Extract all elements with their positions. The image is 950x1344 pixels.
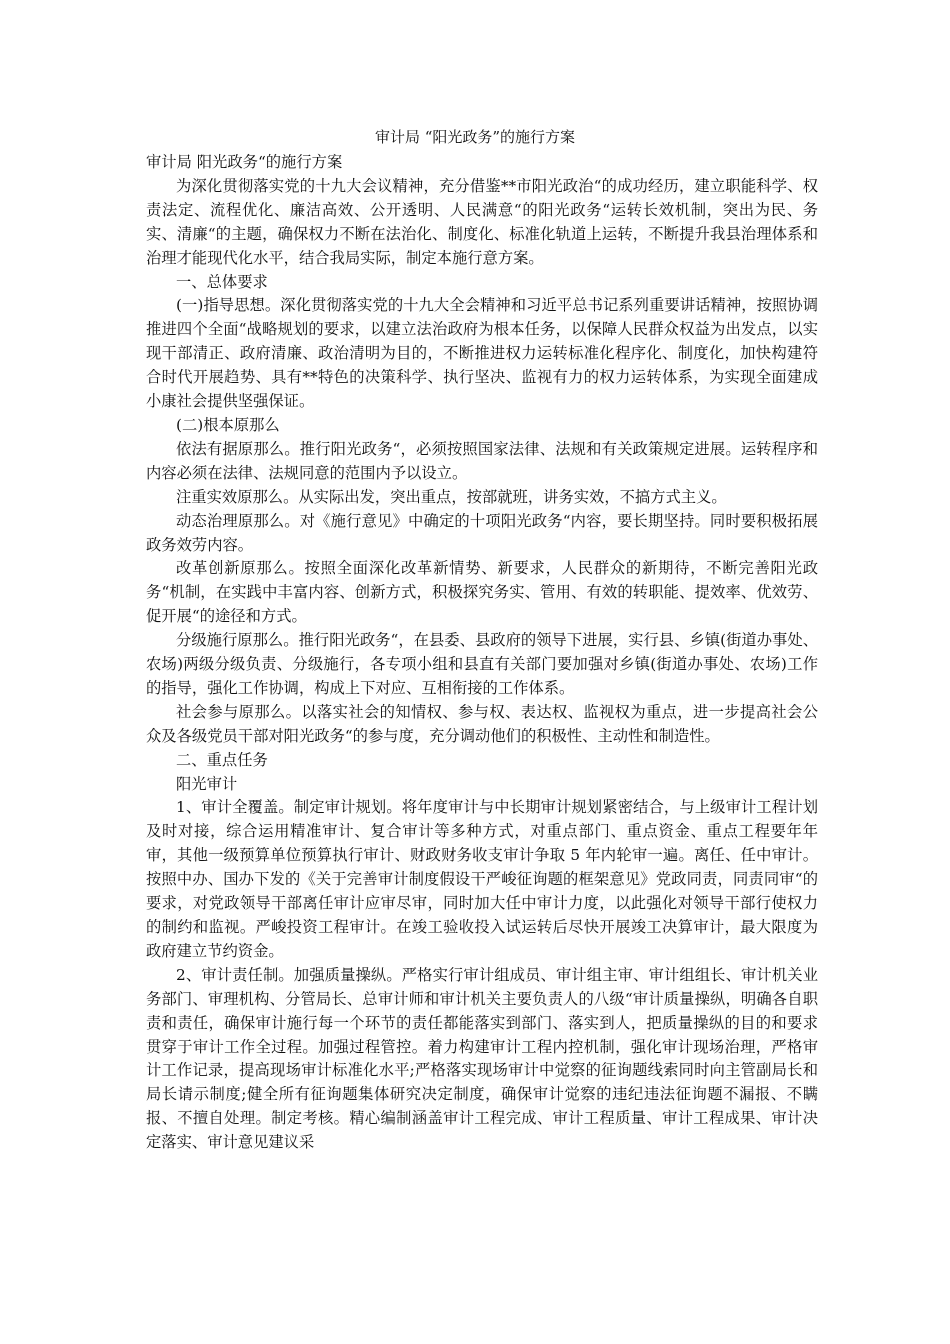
paragraph-principle-social-participation: 社会参与原那么。以落实社会的知情权、参与权、表达权、监视权为重点，进一步提高社会公众及各级党员干部对阳光政务“的参与度，充分调动他们的积极性、主动性和制造性。: [146, 702, 818, 745]
paragraph-intro: 为深化贯彻落实党的十九大会议精神，充分借鉴**市阳光政治“的成功经历，建立职能科学、权责法定、流程优化、廉洁高效、公开透明、人民满意“的阳光政务“运转长效机制，突出为民、务实、清廉“的主题，确保权力不断在法治化、制度化、标准化轨道上运转，不断提升我县治理体系和治理才能现代化水平，结合我局实际，制定本施行意方案。: [146, 176, 818, 267]
document-subtitle: 审计局 阳光政务“的施行方案: [146, 153, 343, 171]
paragraph-principle-dynamic-management: 动态治理原那么。对《施行意见》中确定的十项阳光政务“内容，要长期坚持。同时要积极拓展政务效劳内容。: [146, 511, 818, 554]
section-heading-general-requirements: 一、总体要求: [176, 272, 268, 291]
document-body: [146, 151, 818, 1155]
paragraph-principle-legal-basis: 依法有据原那么。推行阳光政务“，必须按照国家法律、法规和有关政策规定进展。运转程序和内容必须在法律、法规同意的范围内予以设立。: [146, 439, 818, 482]
document-title: 审计局 “阳光政务”的施行方案: [374, 128, 576, 146]
section-heading-key-tasks: 二、重点任务: [176, 750, 268, 769]
paragraph-audit-full-coverage: 1、审计全覆盖。制定审计规划。将年度审计与中长期审计规划紧密结合，与上级审计工程计划及时对接，综合运用精准审计、复合审计等多种方式，对重点部门、重点资金、重点工程要年年审，其他一级预算单位预算执行审计、财政财务收支审计争取 5 年内轮审一遍。离任、任中审计。按照中办、国办下发的《关于完善审计制度假设干严峻征询题的框架意见》党政同责，同责同审“的要求，对党政领导干部离任审计应审尽审，同时加大任中审计力度，以此强化对领导干部行使权力的制约和监视。严峻投资工程审计。在竣工验收投入试运转后尽快开展竣工决算审计，最大限度为政府建立节约资金。: [146, 798, 818, 960]
paragraph-principle-graded-implementation: 分级施行原那么。推行阳光政务“，在县委、县政府的领导下进展，实行县、乡镇(街道办事处、农场)两级分级负责、分级施行，各专项小组和县直有关部门要加强对乡镇(街道办事处、农场)工作的指导，强化工作协调，构成上下对应、互相衔接的工作体系。: [146, 631, 818, 697]
subsection-heading-basic-principles: (二)根本原那么: [176, 415, 280, 434]
paragraph-principle-reform-innovation: 改革创新原那么。按照全面深化改革新情势、新要求，人民群众的新期待，不断完善阳光政务“机制，在实践中丰富内容、创新方式，积极探究务实、管用、有效的转职能、提效率、优效劳、促开展“的途径和方式。: [146, 559, 818, 626]
subsection-heading-sunshine-audit: 阳光审计: [176, 774, 238, 793]
paragraph-principle-practical-results: 注重实效原那么。从实际出发，突出重点，按部就班，讲务实效，不搞方式主义。: [176, 487, 727, 506]
paragraph-audit-responsibility: 2、审计责任制。加强质量操纵。严格实行审计组成员、审计组主审、审计组组长、审计机关业务部门、审理机构、分管局长、总审计师和审计机关主要负责人的八级“审计质量操纵，明确各自职责和责任，确保审计施行每一个环节的责任都能落实到部门、落实到人，把质量操纵的目的和要求贯穿于审计工作全过程。加强过程管控。着力构建审计工程内控机制，强化审计现场治理，严格审计工作记录，提高现场审计标准化水平;严格落实现场审计中觉察的征询题线索同时向主管副局长和局长请示制度;健全所有征询题集体研究决定制度，确保审计觉察的违纪违法征询题不漏报、不瞒报、不擅自处理。制定考核。精心编制涵盖审计工程完成、审计工程质量、审计工程成果、审计决定落实、审计意见建议采: [146, 965, 818, 1152]
paragraph-guiding-ideology: (一)指导思想。深化贯彻落实党的十九大全会精神和习近平总书记系列重要讲话精神，按照协调推进四个全面“战略规划的要求，以建立法治政府为根本任务，以保障人民群众权益为出发点，以实现干部清正、政府清廉、政治清明为目的，不断推进权力运转标准化程序化、制度化，加快构建符合时代开展趋势、具有**特色的决策科学、执行坚决、监视有力的权力运转体系，为实现全面建成小康社会提供坚强保证。: [146, 296, 818, 411]
